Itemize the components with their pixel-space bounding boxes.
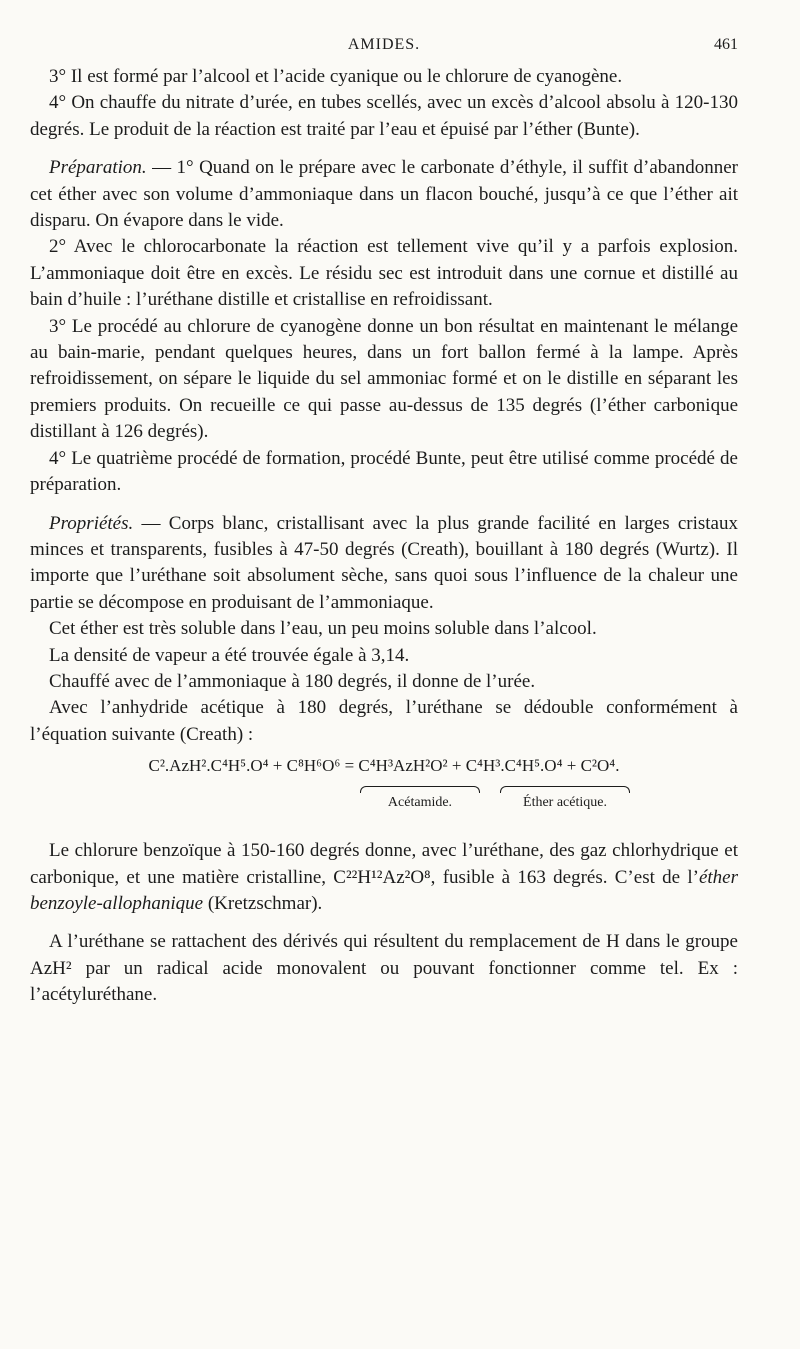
brace-label-ether xyxy=(500,786,630,811)
paragraph-preparation-2: 2° Avec le chlorocarbonate la réaction est tellement vive qu’il y a parfois explosion. L’ammoniaque doit être en excès. Le résidu sec est introduit dans une cornue et distillé au bain d’huile : l’uréthane distille et cristallise en refroidissant. xyxy=(30,236,738,311)
derivatives-text-2: par un radical acide monovalent ou pouvant fonctionner comme tel. Ex : l’acétyluréthane. xyxy=(30,957,738,1006)
derivatives-text-1: A l’uréthane se rattachent des dérivés qui résultent du remplacement de H dans le groupe xyxy=(49,931,738,953)
underbrace xyxy=(500,786,630,793)
paragraph-cyanic: 3° Il est formé par l’alcool et l’acide cyanique ou le chlorure de cyanogène. xyxy=(49,66,623,87)
benzoic-compound-name: éther benzoyle-allophanique xyxy=(30,866,738,914)
benzoic-text-1: Le chlorure benzoïque à 150-160 degrés donne, avec l’uréthane, des gaz chlorhydrique et carbonique, et une matière cristalline, xyxy=(30,840,738,888)
paragraph-properties-1 xyxy=(30,511,738,617)
chemical-equation xyxy=(30,756,738,830)
paragraph-properties-5: Avec l’anhydride acétique à 180 degrés, l’uréthane se dédouble conformément à l’équation suivante (Creath) : xyxy=(30,697,738,745)
page-header xyxy=(30,36,738,60)
running-title: AMIDES. xyxy=(347,36,421,53)
paragraph-benzoic xyxy=(30,838,738,917)
paragraph-properties-2: Cet éther est très soluble dans l’eau, un peu moins soluble dans l’alcool. xyxy=(49,618,597,640)
page-body xyxy=(30,64,738,1009)
benzoic-text-2: , fusible à 163 degrés. C’est de l’ xyxy=(430,866,699,888)
paragraph-properties-4: Chauffé avec de l’ammoniaque à 180 degrés, il donne de l’urée. xyxy=(49,670,536,692)
benzoic-text-3: (Kretzschmar). xyxy=(203,892,323,914)
brace-label-acetamide xyxy=(360,786,480,811)
properties-label: Propriétés. xyxy=(49,512,134,534)
page-number: 461 xyxy=(714,36,738,53)
properties-text-1: — Corps blanc, cristallisant avec la plus grande facilité en larges cristaux minces et transparents, fusibles à 47-50 degrés (Creath), bouillant à 180 degrés (Wurtz). Il importe que l’uréthane soit absolument sèche, sans quoi sous l’influence de la chaleur une partie se décompose en produisant de l’ammoniaque. xyxy=(30,512,738,613)
paragraph-preparation-1 xyxy=(30,155,738,234)
equation-line: C².AzH².C⁴H⁵.O⁴ + C⁸H⁶O⁶ = C⁴H³AzH²O² + C⁴H³.C⁴H⁵.O⁴ + C²O⁴. xyxy=(148,756,620,776)
ether-label: Éther acétique. xyxy=(523,795,607,811)
paragraph-preparation-3: 3° Le procédé au chlorure de cyanogène donne un bon résultat en maintenant le mélange au bain-marie, pendant quelques heures, dans un fort ballon fermé à la lampe. Après refroidissement, on sépare le liquide du sel ammoniac formé et on le distille en séparant les premiers produits. On recueille ce qui passe au-dessus de 135 degrés (l’éther carbonique distillant à 126 degrés). xyxy=(30,315,738,443)
benzoic-formula: C²²H¹²Az²O⁸ xyxy=(333,866,431,888)
paragraph-properties-3: La densité de vapeur a été trouvée égale à 3,14. xyxy=(49,644,410,666)
underbrace xyxy=(360,786,480,793)
derivatives-group: AzH² xyxy=(30,957,72,979)
paragraph-nitrate: 4° On chauffe du nitrate d’urée, en tubes scellés, avec un excès d’alcool absolu à 120-130 degrés. Le produit de la réaction est traité par l’eau et épuisé par l’éther (Bunte). xyxy=(30,92,738,140)
acetamide-label: Acétamide. xyxy=(387,795,453,811)
preparation-text-1: — 1° Quand on le prépare avec le carbonate d’éthyle, il suffit d’abandonner cet éther avec son volume d’ammoniaque dans un flacon bouché, jusqu’à ce que l’éther ait disparu. On évapore dans le vide. xyxy=(30,157,738,232)
paragraph-derivatives xyxy=(30,929,738,1008)
preparation-label: Préparation. xyxy=(49,157,147,179)
paragraph-preparation-4: 4° Le quatrième procédé de formation, procédé Bunte, peut être utilisé comme procédé de préparation. xyxy=(30,447,738,496)
